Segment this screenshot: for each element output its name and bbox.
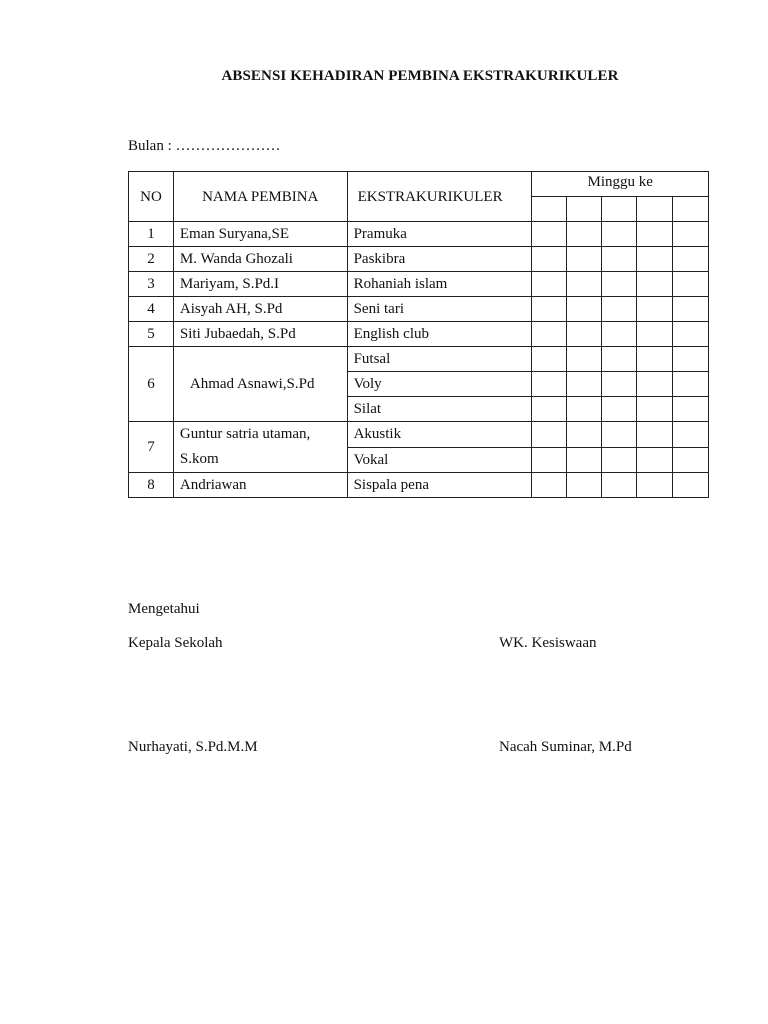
pembina-name: M. Wanda Ghozali xyxy=(173,247,347,272)
attendance-cell xyxy=(673,297,709,322)
table-body xyxy=(129,222,709,498)
week-cell xyxy=(673,197,709,222)
attendance-cell xyxy=(567,347,602,372)
attendance-cell xyxy=(567,422,602,448)
ekstrakurikuler-name: Pramuka xyxy=(347,222,532,247)
attendance-cell xyxy=(637,297,673,322)
attendance-cell xyxy=(602,247,637,272)
attendance-cell xyxy=(602,473,637,498)
ekstrakurikuler-name: Futsal xyxy=(347,347,532,372)
attendance-cell xyxy=(602,322,637,347)
table-row xyxy=(129,347,709,372)
attendance-cell xyxy=(567,247,602,272)
pembina-name: Andriawan xyxy=(173,473,347,498)
attendance-cell xyxy=(637,272,673,297)
month-value: ………………… xyxy=(175,138,281,154)
attendance-cell xyxy=(532,372,567,397)
attendance-cell xyxy=(673,372,709,397)
ekstrakurikuler-name: Seni tari xyxy=(347,297,532,322)
attendance-cell xyxy=(567,272,602,297)
attendance-cell xyxy=(602,272,637,297)
week-cell xyxy=(637,197,673,222)
ekstrakurikuler-name: English club xyxy=(347,322,532,347)
pembina-name: Ahmad Asnawi,S.Pd xyxy=(173,347,347,422)
table-row xyxy=(129,473,709,498)
table-row xyxy=(129,422,709,448)
left-signatory-name: Nurhayati, S.Pd.M.M xyxy=(128,739,258,755)
ekstrakurikuler-name: Rohaniah islam xyxy=(347,272,532,297)
row-number: 8 xyxy=(129,473,174,498)
attendance-cell xyxy=(532,397,567,422)
attendance-cell xyxy=(602,447,637,473)
attendance-cell xyxy=(567,397,602,422)
right-signatory-name: Nacah Suminar, M.Pd xyxy=(499,739,632,755)
attendance-cell xyxy=(602,222,637,247)
attendance-cell xyxy=(602,397,637,422)
attendance-cell xyxy=(532,422,567,448)
attendance-cell xyxy=(532,322,567,347)
table-row xyxy=(129,247,709,272)
header-ekstra: EKSTRAKURIKULER xyxy=(347,172,532,222)
pembina-name: Eman Suryana,SE xyxy=(173,222,347,247)
attendance-cell xyxy=(637,247,673,272)
attendance-cell xyxy=(602,297,637,322)
attendance-cell xyxy=(532,247,567,272)
table-row xyxy=(129,272,709,297)
ekstrakurikuler-name: Sispala pena xyxy=(347,473,532,498)
row-number: 3 xyxy=(129,272,174,297)
pembina-name: Siti Jubaedah, S.Pd xyxy=(173,322,347,347)
table-row xyxy=(129,222,709,247)
acknowledge-label: Mengetahui xyxy=(128,601,200,617)
attendance-cell xyxy=(637,447,673,473)
week-cell xyxy=(602,197,637,222)
attendance-cell xyxy=(602,372,637,397)
header-nama: NAMA PEMBINA xyxy=(173,172,347,222)
ekstrakurikuler-name: Akustik xyxy=(347,422,532,448)
attendance-cell xyxy=(673,272,709,297)
attendance-cell xyxy=(567,222,602,247)
pembina-name: Guntur satria utaman, S.kom xyxy=(173,422,347,473)
attendance-cell xyxy=(602,347,637,372)
document-title: ABSENSI KEHADIRAN PEMBINA EKSTRAKURIKULER xyxy=(221,68,619,84)
attendance-cell xyxy=(673,222,709,247)
table-row xyxy=(129,297,709,322)
attendance-cell xyxy=(637,322,673,347)
right-role: WK. Kesiswaan xyxy=(499,635,597,651)
attendance-cell xyxy=(637,222,673,247)
week-cell xyxy=(567,197,602,222)
row-number: 6 xyxy=(129,347,174,422)
table-row xyxy=(129,322,709,347)
header-row xyxy=(129,172,709,197)
attendance-table xyxy=(128,171,709,498)
ekstrakurikuler-name: Vokal xyxy=(347,447,532,473)
attendance-cell xyxy=(532,222,567,247)
attendance-cell xyxy=(637,372,673,397)
attendance-cell xyxy=(673,473,709,498)
attendance-cell xyxy=(567,473,602,498)
attendance-cell xyxy=(673,322,709,347)
attendance-cell xyxy=(567,297,602,322)
attendance-cell xyxy=(637,473,673,498)
pembina-name: Aisyah AH, S.Pd xyxy=(173,297,347,322)
attendance-cell xyxy=(637,347,673,372)
left-role: Kepala Sekolah xyxy=(128,635,223,651)
ekstrakurikuler-name: Paskibra xyxy=(347,247,532,272)
attendance-cell xyxy=(602,422,637,448)
attendance-cell xyxy=(637,397,673,422)
attendance-cell xyxy=(532,297,567,322)
attendance-cell xyxy=(532,347,567,372)
attendance-cell xyxy=(637,422,673,448)
attendance-cell xyxy=(532,447,567,473)
attendance-cell xyxy=(567,447,602,473)
header-minggu: Minggu ke xyxy=(532,172,709,197)
attendance-cell xyxy=(567,372,602,397)
ekstrakurikuler-name: Voly xyxy=(347,372,532,397)
attendance-cell xyxy=(532,272,567,297)
attendance-cell xyxy=(673,447,709,473)
row-number: 1 xyxy=(129,222,174,247)
header-no: NO xyxy=(129,172,174,222)
attendance-cell xyxy=(673,247,709,272)
row-number: 7 xyxy=(129,422,174,473)
attendance-cell xyxy=(673,422,709,448)
row-number: 2 xyxy=(129,247,174,272)
month-line xyxy=(128,138,281,155)
row-number: 4 xyxy=(129,297,174,322)
week-cell xyxy=(532,197,567,222)
pembina-name: Mariyam, S.Pd.I xyxy=(173,272,347,297)
month-label: Bulan : xyxy=(128,138,172,154)
attendance-cell xyxy=(532,473,567,498)
attendance-cell xyxy=(567,322,602,347)
attendance-cell xyxy=(673,347,709,372)
attendance-cell xyxy=(673,397,709,422)
ekstrakurikuler-name: Silat xyxy=(347,397,532,422)
row-number: 5 xyxy=(129,322,174,347)
